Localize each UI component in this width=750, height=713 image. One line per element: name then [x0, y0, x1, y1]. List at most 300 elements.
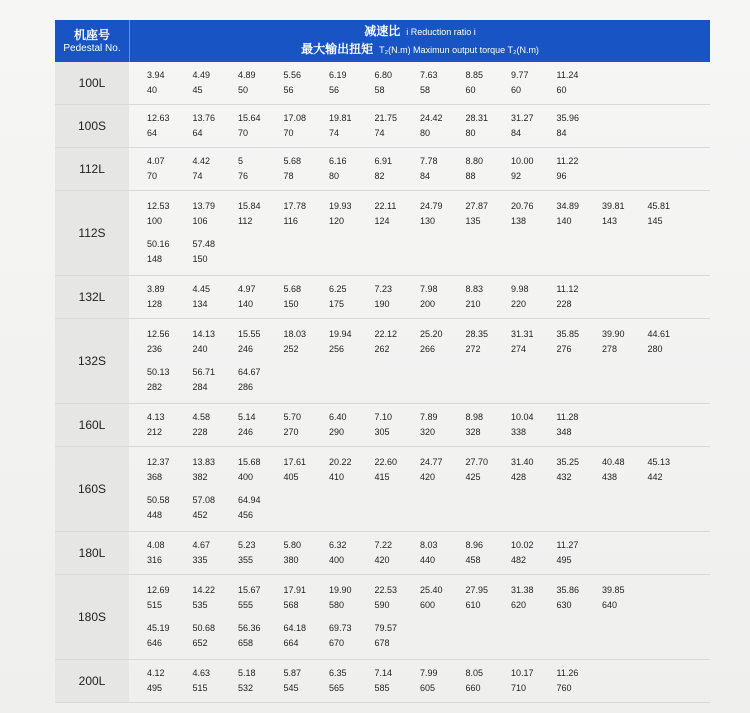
output-torque-value: 228 [556, 299, 572, 309]
pedestal-model-label: 132L [55, 276, 129, 318]
reduction-ratio-value: 5.87 [283, 668, 302, 678]
ratio-torque-cell [238, 365, 282, 395]
output-torque-value: 664 [283, 638, 299, 648]
output-torque-value: 130 [420, 216, 436, 226]
ratio-torque-cell [238, 666, 282, 696]
reduction-ratio-value: 4.63 [192, 668, 211, 678]
ratio-torque-cell [466, 111, 510, 141]
output-torque-value: 84 [420, 171, 431, 181]
output-torque-value: 64 [192, 128, 203, 138]
ratio-torque-cell [420, 583, 464, 613]
output-torque-value: 452 [192, 510, 208, 520]
ratio-torque-cell [511, 410, 555, 440]
output-torque-value: 568 [283, 600, 299, 610]
reduction-ratio-value: 5.80 [283, 540, 302, 550]
ratio-torque-cell [557, 68, 601, 98]
ratio-torque-cell [147, 327, 191, 357]
ratio-torque-cell [648, 199, 692, 229]
ratio-torque-cell [511, 282, 555, 312]
ratio-torque-cell [375, 455, 419, 485]
output-torque-value: 58 [420, 85, 431, 95]
output-torque-value: 150 [192, 254, 208, 264]
reduction-ratio-value: 6.16 [329, 156, 347, 166]
output-torque-value: 78 [283, 171, 294, 181]
ratio-torque-cell [329, 455, 373, 485]
ratio-torque-cell [375, 538, 419, 568]
reduction-ratio-value: 4.45 [192, 284, 211, 294]
output-torque-value: 276 [556, 344, 572, 354]
reduction-ratio-value: 3.89 [147, 284, 165, 294]
reduction-ratio-value: 13.83 [192, 457, 216, 467]
reduction-ratio-value: 12.56 [147, 329, 170, 339]
output-torque-value: 80 [420, 128, 431, 138]
reduction-ratio-value: 10.17 [511, 668, 534, 678]
ratio-torque-cell [193, 493, 237, 523]
reduction-ratio-value: 22.53 [374, 585, 398, 595]
ratio-torque-cell [329, 68, 373, 98]
table-row-group [55, 105, 710, 148]
ratio-torque-cell [147, 237, 191, 267]
output-torque-value: 515 [192, 683, 208, 693]
output-torque-value: 56 [329, 85, 340, 95]
reduction-ratio-value: 6.35 [329, 668, 347, 678]
ratio-torque-cell [193, 111, 237, 141]
ratio-torque-cell [284, 621, 328, 651]
output-torque-value: 320 [420, 427, 436, 437]
reduction-ratio-value: 18.03 [283, 329, 307, 339]
pedestal-model-label: 200L [55, 660, 129, 702]
table-row-group [55, 191, 710, 276]
output-torque-value: 400 [329, 555, 345, 565]
reduction-ratio-value: 28.31 [465, 113, 489, 123]
table-row-group [55, 532, 710, 575]
ratio-torque-cell [420, 455, 464, 485]
reduction-ratio-value: 19.93 [329, 201, 352, 211]
reduction-ratio-value: 20.76 [511, 201, 534, 211]
ratio-torque-cell [238, 410, 282, 440]
reduction-ratio-value: 12.53 [147, 201, 170, 211]
output-torque-value: 532 [238, 683, 254, 693]
reduction-ratio-value: 35.85 [556, 329, 580, 339]
ratio-torque-cell [375, 410, 419, 440]
ratio-torque-cell [284, 666, 328, 696]
reduction-ratio-value: 10.00 [511, 156, 534, 166]
ratio-torque-cell [147, 666, 191, 696]
ratio-torque-cell [284, 68, 328, 98]
output-torque-value: 70 [147, 171, 158, 181]
output-torque-value: 64 [147, 128, 158, 138]
output-torque-value: 305 [374, 427, 390, 437]
output-torque-value: 74 [192, 171, 203, 181]
reduction-ratio-value: 14.22 [192, 585, 216, 595]
ratio-torque-cell [284, 111, 328, 141]
ratio-torque-cell [147, 538, 191, 568]
ratio-torque-cell [193, 583, 237, 613]
ratio-torque-cell [420, 327, 464, 357]
reduction-ratio-value: 17.78 [283, 201, 307, 211]
ratio-torque-cell [238, 583, 282, 613]
ratio-torque-cell [602, 327, 646, 357]
ratio-torque-cell [511, 666, 555, 696]
ratio-torque-cell [375, 111, 419, 141]
reduction-ratio-value: 15.64 [238, 113, 261, 123]
reduction-ratio-value: 39.85 [602, 585, 625, 595]
output-torque-value: 670 [329, 638, 345, 648]
ratio-torque-cell [238, 282, 282, 312]
reduction-ratio-value: 8.98 [465, 412, 484, 422]
output-torque-value: 425 [465, 472, 481, 482]
output-torque-value: 448 [147, 510, 163, 520]
ratio-torque-cell [466, 199, 510, 229]
pedestal-header-cell [55, 20, 130, 62]
ratio-torque-cell [557, 327, 601, 357]
ratio-torque-cell [420, 538, 464, 568]
output-torque-value: 145 [647, 216, 663, 226]
ratio-torque-cell [147, 199, 191, 229]
ratio-torque-cell [147, 493, 191, 523]
ratio-torque-cell [375, 621, 419, 651]
output-torque-value: 565 [329, 683, 345, 693]
reduction-ratio-value: 5.56 [283, 70, 302, 80]
ratio-torque-cell [511, 154, 555, 184]
ratio-torque-cell [147, 154, 191, 184]
pedestal-model-label: 132S [55, 319, 129, 403]
ratio-torque-cell [193, 327, 237, 357]
reduction-ratio-value: 3.94 [147, 70, 165, 80]
output-torque-value: 56 [283, 85, 294, 95]
ratio-torque-cell [147, 455, 191, 485]
reduction-ratio-value: 13.76 [192, 113, 216, 123]
table-row-group [55, 404, 710, 447]
reduction-ratio-value: 7.99 [420, 668, 438, 678]
output-torque-value: 70 [238, 128, 249, 138]
reduction-ratio-value: 50.13 [147, 367, 170, 377]
reduction-ratio-value: 4.08 [147, 540, 165, 550]
reduction-ratio-value: 10.04 [511, 412, 534, 422]
ratio-torque-cell [284, 410, 328, 440]
output-torque-value: 640 [602, 600, 618, 610]
reduction-ratio-value: 11.12 [556, 284, 579, 294]
ratio-torque-cell [193, 455, 237, 485]
output-torque-value: 262 [374, 344, 390, 354]
ratio-torque-cell [193, 621, 237, 651]
reduction-ratio-value: 5.68 [283, 156, 302, 166]
reduction-ratio-value: 8.83 [465, 284, 484, 294]
reduction-ratio-value: 31.27 [511, 113, 534, 123]
ratio-torque-cell [329, 583, 373, 613]
ratio-torque-cell [557, 199, 601, 229]
reduction-ratio-value: 7.89 [420, 412, 438, 422]
reduction-ratio-value: 50.16 [147, 239, 170, 249]
output-torque-value: 274 [511, 344, 527, 354]
ratio-torque-cell [329, 621, 373, 651]
output-torque-value: 92 [511, 171, 522, 181]
output-torque-value: 495 [556, 555, 572, 565]
reduction-ratio-value: 57.08 [192, 495, 216, 505]
table-header [55, 20, 710, 62]
reduction-ratio-value: 5 [238, 156, 244, 166]
ratio-torque-cell [329, 154, 373, 184]
table-row-group [55, 62, 710, 105]
ratio-torque-cell [193, 68, 237, 98]
output-torque-value: 228 [192, 427, 208, 437]
output-torque-value: 760 [556, 683, 572, 693]
reduction-ratio-value: 12.37 [147, 457, 170, 467]
ratio-torque-cell [375, 327, 419, 357]
output-torque-value: 272 [465, 344, 481, 354]
ratio-torque-header-cell [130, 20, 710, 62]
ratio-torque-cell [284, 538, 328, 568]
output-torque-value: 605 [420, 683, 436, 693]
ratio-torque-cell [420, 282, 464, 312]
pedestal-model-label: 112S [55, 191, 129, 275]
output-torque-value: 220 [511, 299, 527, 309]
reduction-ratio-value: 9.77 [511, 70, 529, 80]
ratio-torque-cell [238, 621, 282, 651]
output-torque-value: 678 [374, 638, 390, 648]
output-torque-value: 440 [420, 555, 436, 565]
reduction-ratio-value: 19.94 [329, 329, 352, 339]
output-torque-value: 620 [511, 600, 527, 610]
ratio-torque-cell [557, 666, 601, 696]
reduction-ratio-value: 4.89 [238, 70, 256, 80]
output-torque-value: 60 [556, 85, 567, 95]
output-torque-value: 382 [192, 472, 208, 482]
reduction-ratio-value: 27.95 [465, 585, 489, 595]
ratio-torque-cell [466, 583, 510, 613]
output-torque-value: 380 [283, 555, 299, 565]
output-torque-value: 135 [465, 216, 481, 226]
ratio-torque-cell [284, 327, 328, 357]
reduction-ratio-value: 15.84 [238, 201, 261, 211]
reduction-ratio-value: 9.98 [511, 284, 529, 294]
reduction-ratio-value: 15.67 [238, 585, 261, 595]
ratio-torque-cell [147, 621, 191, 651]
reduction-ratio-value: 35.25 [556, 457, 580, 467]
ratio-torque-cell [193, 199, 237, 229]
output-torque-value: 88 [465, 171, 476, 181]
output-torque-value: 355 [238, 555, 254, 565]
ratio-torque-cell [466, 666, 510, 696]
output-torque-value: 658 [238, 638, 254, 648]
reduction-ratio-value: 40.48 [602, 457, 625, 467]
reduction-ratio-value: 27.87 [465, 201, 489, 211]
ratio-label-zh: 减速比 [364, 24, 401, 38]
output-torque-value: 76 [238, 171, 249, 181]
output-torque-value: 128 [147, 299, 163, 309]
ratio-torque-cell [375, 154, 419, 184]
output-torque-value: 290 [329, 427, 345, 437]
ratio-torque-cell [648, 455, 692, 485]
reduction-ratio-value: 6.91 [374, 156, 393, 166]
output-torque-value: 240 [192, 344, 208, 354]
ratio-torque-cell [557, 455, 601, 485]
output-torque-value: 660 [465, 683, 481, 693]
reduction-ratio-value: 31.38 [511, 585, 534, 595]
reduction-ratio-value: 5.14 [238, 412, 256, 422]
output-torque-value: 630 [556, 600, 572, 610]
reduction-ratio-value: 56.71 [192, 367, 216, 377]
ratio-torque-cell [375, 583, 419, 613]
output-torque-value: 40 [147, 85, 158, 95]
reduction-ratio-value: 31.40 [511, 457, 534, 467]
ratio-torque-cell [557, 538, 601, 568]
ratio-torque-cell [557, 410, 601, 440]
ratio-torque-cell [329, 199, 373, 229]
reduction-ratio-value: 4.12 [147, 668, 165, 678]
ratio-torque-cell [329, 282, 373, 312]
output-torque-value: 316 [147, 555, 163, 565]
reduction-ratio-value: 21.75 [374, 113, 398, 123]
output-torque-value: 148 [147, 254, 163, 264]
pedestal-model-label: 160S [55, 447, 129, 531]
ratio-torque-cell [238, 455, 282, 485]
output-torque-value: 116 [283, 216, 298, 226]
reduction-ratio-value: 4.42 [192, 156, 211, 166]
pedestal-model-label: 100L [55, 62, 129, 104]
reduction-ratio-value: 11.24 [556, 70, 579, 80]
pedestal-model-label: 100S [55, 105, 129, 147]
ratio-torque-cell [329, 111, 373, 141]
reduction-ratio-value: 7.23 [374, 284, 393, 294]
reduction-ratio-value: 50.68 [192, 623, 216, 633]
output-torque-value: 415 [374, 472, 390, 482]
output-torque-value: 585 [374, 683, 390, 693]
output-torque-value: 348 [556, 427, 572, 437]
reduction-ratio-value: 39.90 [602, 329, 625, 339]
reduction-ratio-value: 7.98 [420, 284, 438, 294]
ratio-label-en: i Reduction ratio i [406, 27, 476, 37]
ratio-torque-cell [511, 199, 555, 229]
pedestal-model-label: 112L [55, 148, 129, 190]
reduction-ratio-value: 44.61 [647, 329, 671, 339]
ratio-torque-cell [284, 282, 328, 312]
ratio-torque-cell [466, 327, 510, 357]
output-torque-value: 175 [329, 299, 345, 309]
reduction-ratio-value: 22.11 [374, 201, 397, 211]
output-torque-value: 150 [283, 299, 299, 309]
output-torque-value: 143 [602, 216, 618, 226]
reduction-ratio-value: 50.58 [147, 495, 170, 505]
reduction-ratio-value: 5.68 [283, 284, 302, 294]
output-torque-value: 138 [511, 216, 527, 226]
ratio-torque-cell [193, 154, 237, 184]
reduction-ratio-value: 4.49 [192, 70, 211, 80]
reduction-ratio-value: 22.60 [374, 457, 398, 467]
reduction-ratio-value: 11.27 [556, 540, 579, 550]
output-torque-value: 438 [602, 472, 618, 482]
output-torque-value: 60 [465, 85, 476, 95]
output-torque-value: 495 [147, 683, 163, 693]
ratio-torque-cell [375, 282, 419, 312]
output-torque-value: 84 [556, 128, 567, 138]
ratio-torque-cell [466, 68, 510, 98]
ratio-torque-cell [329, 410, 373, 440]
reduction-ratio-value: 11.28 [556, 412, 579, 422]
output-torque-value: 328 [465, 427, 481, 437]
output-torque-value: 140 [556, 216, 572, 226]
reduction-ratio-value: 57.48 [192, 239, 216, 249]
ratio-torque-cell [420, 154, 464, 184]
ratio-torque-cell [602, 583, 646, 613]
table-row-group [55, 319, 710, 404]
ratio-torque-cell [238, 327, 282, 357]
pedestal-label-en: Pedestal No. [63, 42, 121, 54]
table-row-group [55, 575, 710, 660]
ratio-torque-cell [238, 199, 282, 229]
output-torque-value: 80 [465, 128, 476, 138]
ratio-torque-cell [238, 154, 282, 184]
table-row-group [55, 660, 710, 703]
reduction-ratio-value: 64.18 [283, 623, 307, 633]
reduction-ratio-value: 28.35 [465, 329, 489, 339]
table-row-group [55, 148, 710, 191]
ratio-torque-cell [375, 199, 419, 229]
reduction-ratio-value: 7.63 [420, 70, 438, 80]
ratio-torque-cell [466, 455, 510, 485]
reduction-ratio-value: 39.81 [602, 201, 625, 211]
output-torque-value: 420 [420, 472, 436, 482]
output-torque-value: 210 [465, 299, 481, 309]
ratio-torque-cell [602, 199, 646, 229]
reduction-ratio-value: 69.73 [329, 623, 352, 633]
output-torque-value: 535 [192, 600, 208, 610]
output-torque-value: 246 [238, 427, 254, 437]
ratio-torque-cell [147, 111, 191, 141]
ratio-torque-cell [557, 282, 601, 312]
ratio-torque-cell [238, 111, 282, 141]
reduction-ratio-value: 15.68 [238, 457, 261, 467]
reduction-ratio-value: 4.67 [192, 540, 211, 550]
output-torque-value: 646 [147, 638, 163, 648]
ratio-torque-cell [466, 282, 510, 312]
output-torque-value: 140 [238, 299, 254, 309]
output-torque-value: 270 [283, 427, 299, 437]
ratio-torque-cell [557, 583, 601, 613]
ratio-torque-cell [511, 455, 555, 485]
ratio-torque-cell [147, 583, 191, 613]
reduction-ratio-value: 12.69 [147, 585, 170, 595]
ratio-torque-cell [238, 538, 282, 568]
ratio-torque-cell [147, 68, 191, 98]
reduction-ratio-value: 11.26 [556, 668, 579, 678]
reduction-ratio-value: 7.14 [374, 668, 393, 678]
reduction-ratio-value: 45.19 [147, 623, 170, 633]
output-torque-value: 442 [647, 472, 663, 482]
output-torque-value: 82 [374, 171, 385, 181]
ratio-torque-cell [466, 538, 510, 568]
output-torque-value: 652 [192, 638, 208, 648]
pedestal-model-label: 180L [55, 532, 129, 574]
reduction-ratio-value: 8.05 [465, 668, 484, 678]
reduction-ratio-value: 11.22 [556, 156, 579, 166]
table-row-group [55, 447, 710, 532]
ratio-torque-cell [511, 538, 555, 568]
output-torque-value: 256 [329, 344, 345, 354]
reduction-ratio-value: 7.10 [374, 412, 393, 422]
output-torque-value: 410 [329, 472, 345, 482]
torque-label-en: T₂(N.m) Maximun output torque T₂(N.m) [379, 45, 539, 55]
output-torque-value: 428 [511, 472, 527, 482]
ratio-torque-cell [602, 455, 646, 485]
reduction-ratio-value: 7.78 [420, 156, 438, 166]
output-torque-value: 286 [238, 382, 254, 392]
reduction-ratio-value: 35.86 [556, 585, 580, 595]
ratio-torque-cell [648, 327, 692, 357]
ratio-torque-cell [238, 68, 282, 98]
reduction-ratio-value: 5.23 [238, 540, 256, 550]
output-torque-value: 432 [556, 472, 572, 482]
